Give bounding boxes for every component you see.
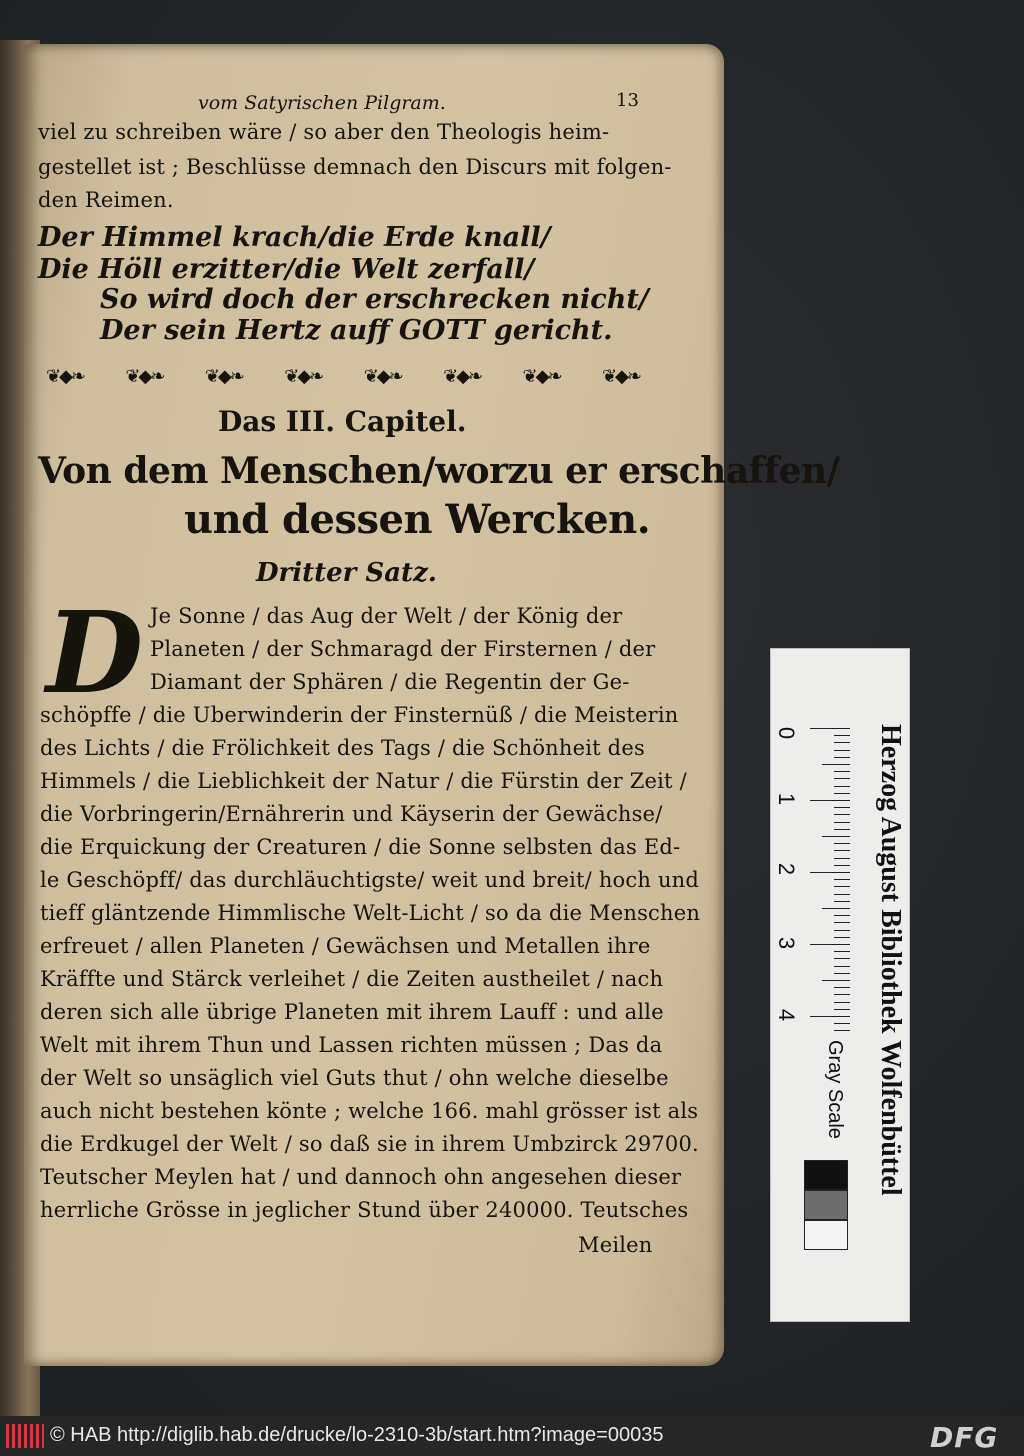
footer-credit[interactable]: © HAB http://diglib.hab.de/drucke/lo-2310-3b/start.htm?image=00035 bbox=[50, 1424, 664, 1446]
ruler-tick bbox=[834, 1009, 850, 1010]
running-title: vom Satyrischen Pilgram. bbox=[198, 92, 446, 114]
body-line: Planeten / der Schmaragd der Firsternen / der bbox=[150, 637, 656, 661]
ruler-tick bbox=[834, 915, 850, 916]
verse-line: Der sein Hertz auff GOTT gericht. bbox=[100, 315, 613, 346]
fleuron-icon: ❦◆❧ bbox=[443, 365, 482, 387]
body-line: herrliche Grösse in jeglicher Stund über 240000. Teutsches bbox=[40, 1198, 689, 1222]
ruler-tick bbox=[822, 836, 850, 837]
body-line: des Lichts / die Frölichkeit des Tags / die Schönheit des bbox=[40, 736, 645, 760]
fleuron-icon: ❦◆❧ bbox=[601, 365, 640, 387]
ruler-tick bbox=[822, 908, 850, 909]
ruler-tick bbox=[834, 843, 850, 844]
intro-line: den Reimen. bbox=[38, 188, 174, 212]
body-line: tieff gläntzende Himmlische Welt-Licht / so da die Menschen bbox=[40, 901, 701, 925]
body-line: auch nicht bestehen könte ; welche 166. mahl grösser ist als bbox=[40, 1099, 699, 1123]
intro-line: gestellet ist ; Beschlüsse demnach den Discurs mit folgen- bbox=[38, 155, 672, 179]
ruler-number: 4 bbox=[774, 1008, 800, 1022]
ruler-number: 1 bbox=[774, 792, 800, 806]
ruler-tick bbox=[822, 764, 850, 765]
ruler-tick bbox=[834, 735, 850, 736]
body-line: le Geschöpff/ das durchläuchtigste/ weit und breit/ hoch und bbox=[40, 868, 700, 892]
ruler-tick bbox=[834, 793, 850, 794]
ruler-tick bbox=[834, 778, 850, 779]
ruler-number: 0 bbox=[774, 726, 800, 740]
body-line: Kräffte und Stärck verleihet / die Zeiten austheilet / nach bbox=[40, 967, 664, 991]
body-line: die Erdkugel der Welt / so daß sie in ihrem Umbzirck 29700. bbox=[40, 1132, 699, 1156]
ornament-divider bbox=[46, 365, 640, 387]
body-line: die Vorbringerin/Ernährerin und Käyserin der Gewächse/ bbox=[40, 802, 663, 826]
gray-swatch bbox=[804, 1160, 848, 1190]
intro-line: viel zu schreiben wäre / so aber den Theologis heim- bbox=[38, 120, 610, 144]
ruler-tick bbox=[834, 829, 850, 830]
ruler-tick bbox=[834, 865, 850, 866]
ruler-tick bbox=[834, 951, 850, 952]
fleuron-icon: ❦◆❧ bbox=[363, 365, 402, 387]
body-line: Teutscher Meylen hat / und dannoch ohn angesehen dieser bbox=[40, 1165, 682, 1189]
body-line: deren sich alle übrige Planeten mit ihrem Lauff : und alle bbox=[40, 1000, 664, 1024]
ruler-tick bbox=[834, 973, 850, 974]
fleuron-icon: ❦◆❧ bbox=[125, 365, 164, 387]
body-line: Diamant der Sphären / die Regentin der Ge- bbox=[150, 670, 630, 694]
ruler-tick bbox=[834, 771, 850, 772]
ruler-tick bbox=[834, 958, 850, 959]
ruler-numbers bbox=[774, 720, 804, 1040]
ruler-tick bbox=[834, 750, 850, 751]
ruler-tick bbox=[834, 807, 850, 808]
body-line: die Erquickung der Creaturen / die Sonne selbsten das Ed- bbox=[40, 835, 681, 859]
fleuron-icon: ❦◆❧ bbox=[204, 365, 243, 387]
ruler-tick bbox=[834, 1023, 850, 1024]
ruler-tick bbox=[834, 786, 850, 787]
ruler-tick bbox=[834, 742, 850, 743]
body-line: Je Sonne / das Aug der Welt / der König der bbox=[150, 604, 623, 628]
chapter-title: und dessen Wercken. bbox=[184, 496, 651, 543]
gray-swatch bbox=[804, 1220, 848, 1250]
gray-swatch bbox=[804, 1190, 848, 1220]
fleuron-icon: ❦◆❧ bbox=[284, 365, 323, 387]
ruler-tick bbox=[810, 944, 850, 945]
ruler-tick bbox=[834, 757, 850, 758]
page-number: 13 bbox=[616, 90, 639, 111]
ruler-tick bbox=[810, 800, 850, 801]
gray-scale-label: Gray Scale bbox=[824, 1040, 846, 1139]
ruler-tick bbox=[810, 872, 850, 873]
body-line: Welt mit ihrem Thun und Lassen richten müssen ; Das da bbox=[40, 1033, 663, 1057]
ruler-tick bbox=[834, 858, 850, 859]
chapter-label: Das III. Capitel. bbox=[218, 405, 467, 438]
ruler-ticks bbox=[806, 728, 850, 1028]
ruler-tick bbox=[834, 1002, 850, 1003]
body-line: erfreuet / allen Planeten / Gewächsen und Metallen ihre bbox=[40, 934, 651, 958]
verse-line: Der Himmel krach/die Erde knall/ bbox=[38, 222, 551, 253]
footer-bar bbox=[0, 1416, 1024, 1456]
hab-logo-icon bbox=[6, 1424, 44, 1448]
ruler-tick bbox=[810, 1016, 850, 1017]
institution-label: Herzog August Bibliothek Wolfenbüttel bbox=[875, 724, 906, 1196]
ruler-tick bbox=[834, 901, 850, 902]
body-line: Himmels / die Lieblichkeit der Natur / die Fürstin der Zeit / bbox=[40, 769, 687, 793]
ruler-tick bbox=[834, 879, 850, 880]
verse-line: Die Höll erzitter/die Welt zerfall/ bbox=[38, 254, 535, 285]
ruler-tick bbox=[834, 886, 850, 887]
ruler-tick bbox=[834, 987, 850, 988]
body-line: der Welt so unsäglich viel Guts thut / ohn welche dieselbe bbox=[40, 1066, 669, 1090]
verse-line: So wird doch der erschrecken nicht/ bbox=[100, 284, 649, 315]
body-line: Meilen bbox=[578, 1233, 653, 1257]
section-subhead: Dritter Satz. bbox=[256, 558, 437, 588]
ruler-tick bbox=[834, 930, 850, 931]
fleuron-icon: ❦◆❧ bbox=[46, 365, 85, 387]
dfg-logo: DFG bbox=[930, 1421, 999, 1454]
ruler-number: 3 bbox=[774, 936, 800, 950]
ruler-number: 2 bbox=[774, 862, 800, 876]
drop-cap: D bbox=[46, 588, 144, 719]
ruler-tick bbox=[822, 980, 850, 981]
ruler-tick bbox=[834, 922, 850, 923]
chapter-title: Von dem Menschen/worzu er erschaffen/ bbox=[38, 450, 840, 492]
ruler-tick bbox=[834, 814, 850, 815]
ruler-tick bbox=[834, 966, 850, 967]
ruler-tick bbox=[834, 822, 850, 823]
fleuron-icon: ❦◆❧ bbox=[522, 365, 561, 387]
ruler-tick bbox=[834, 994, 850, 995]
ruler-tick bbox=[834, 850, 850, 851]
ruler-tick bbox=[834, 1030, 850, 1031]
ruler-tick bbox=[834, 894, 850, 895]
ruler-tick bbox=[834, 937, 850, 938]
body-line: schöpffe / die Uberwinderin der Finsternüß / die Meisterin bbox=[40, 703, 679, 727]
ruler-tick bbox=[810, 728, 850, 729]
